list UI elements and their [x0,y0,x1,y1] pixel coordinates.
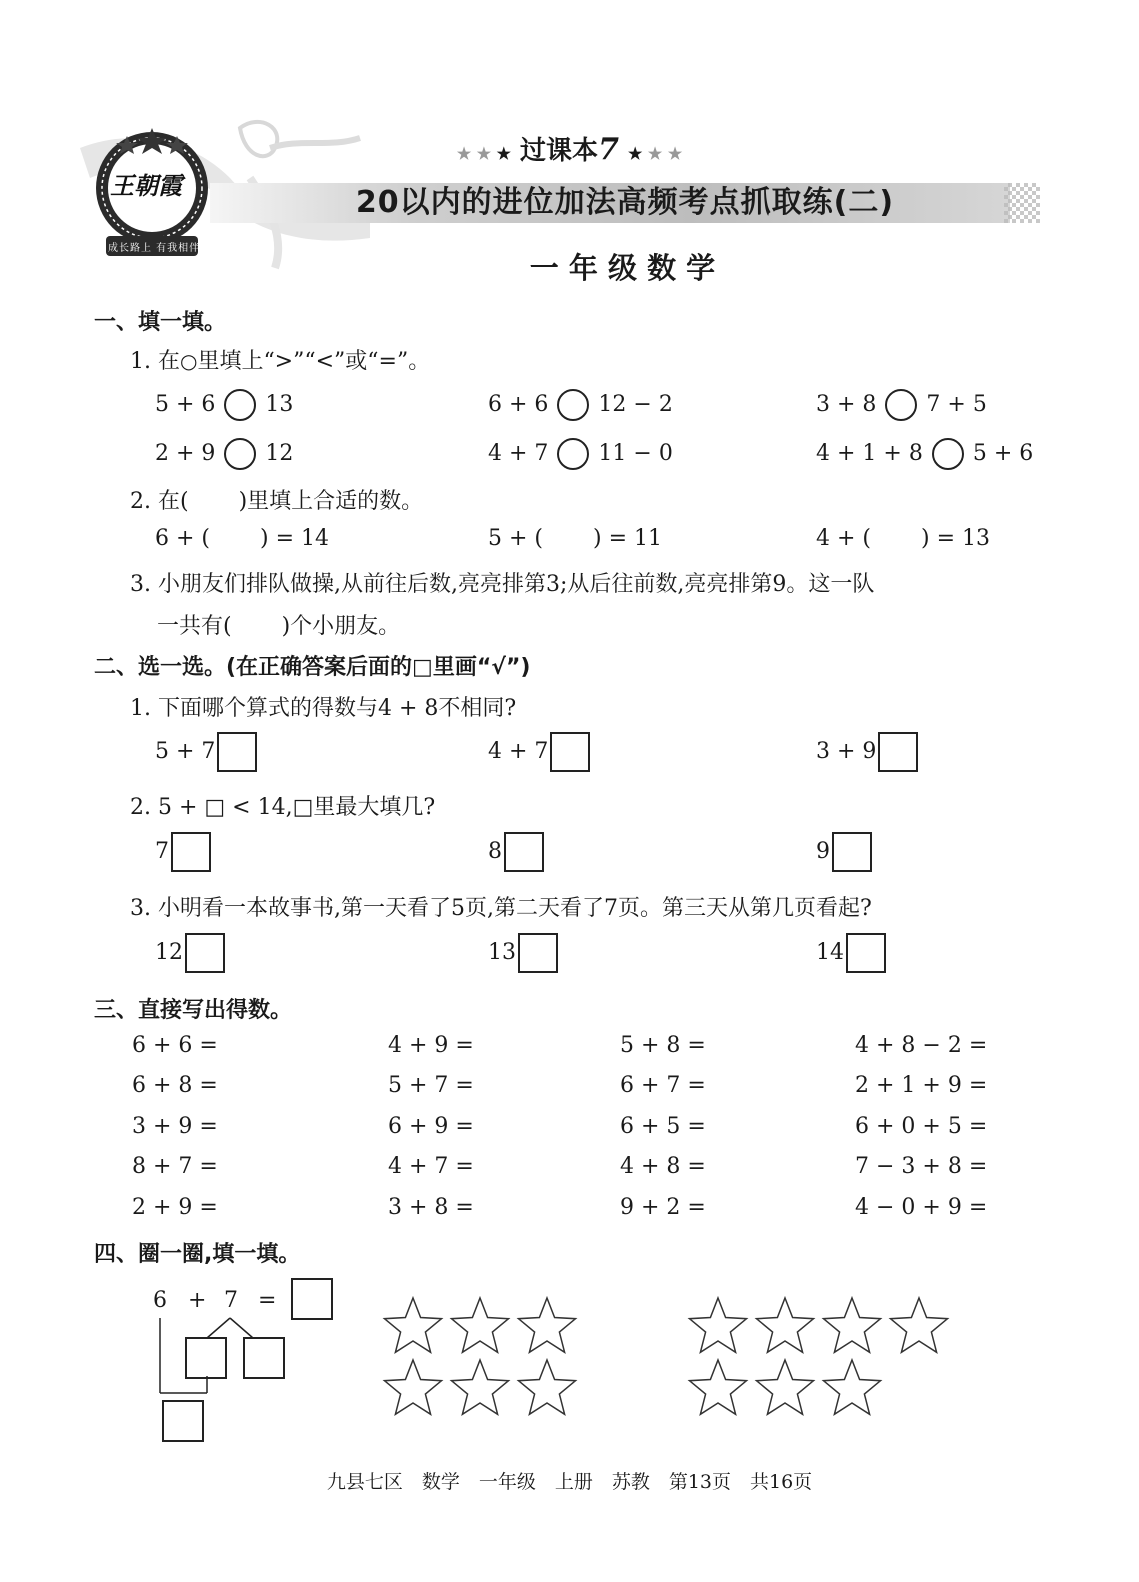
option: 5 + 7 [155,732,257,772]
answer-circle[interactable] [885,389,917,421]
page-subtitle: 一 年 级 数 学 [529,251,716,285]
split-eq-eq: = [258,1288,277,1313]
star-icon[interactable] [452,1298,509,1352]
star-icon[interactable] [519,1360,576,1414]
stars-left-icon: ★ ★ [456,144,497,163]
check-box[interactable] [878,732,918,772]
option: 3 + 9 [816,732,918,772]
section-4-heading: 四、圈一圈,填一填。 [94,1242,301,1267]
compare-item: 5 + 6 13 [155,389,293,421]
equation[interactable]: 6 + 5 = [620,1114,706,1139]
equation[interactable]: 5 + 8 = [620,1033,706,1058]
series-line: ★ ★ ★ 过课本7 ★ ★ ★ [456,132,683,167]
equation[interactable]: 4 + 8 − 2 = [855,1033,988,1058]
star-icon[interactable] [385,1298,442,1352]
equation[interactable]: 6 + 6 = [132,1033,218,1058]
option: 13 [488,933,558,973]
s1-q3-line2: 一共有( )个小朋友。 [157,614,401,639]
answer-circle[interactable] [932,438,964,470]
check-box[interactable] [518,933,558,973]
s2-q3-prompt: 3. 小明看一本故事书,第一天看了5页,第二天看了7页。第三天从第几页看起? [130,896,872,921]
stars-right-icon: ★ ★ [642,144,683,163]
star-icon[interactable] [891,1298,948,1352]
equation[interactable]: 7 − 3 + 8 = [855,1154,988,1179]
check-box[interactable] [185,933,225,973]
sum-box[interactable] [162,1400,204,1442]
logo-slogan: 成长路上 有我相伴 [108,243,201,254]
fill-item: 5 + ( ) = 11 [488,526,662,551]
split-box[interactable] [243,1337,285,1379]
split-eq-a: 6 [153,1288,167,1313]
option: 12 [155,933,225,973]
section-1-heading: 一、填一填。 [94,310,227,335]
star-icon[interactable] [385,1360,442,1414]
equation[interactable]: 3 + 8 = [388,1195,474,1220]
check-box[interactable] [217,732,257,772]
equation[interactable]: 4 − 0 + 9 = [855,1195,988,1220]
equation[interactable]: 2 + 9 = [132,1195,218,1220]
split-eq-b: 7 [224,1288,238,1313]
answer-circle[interactable] [224,438,256,470]
s1-q2-prompt: 2. 在( )里填上合适的数。 [130,489,424,514]
page-footer: 九县七区 数学 一年级 上册 苏教 第13页 共16页 [326,1471,813,1493]
equation[interactable]: 8 + 7 = [132,1154,218,1179]
s1-q1-prompt: 1. 在○里填上“>”“<”或“=”。 [130,349,431,374]
check-box[interactable] [550,732,590,772]
equation[interactable]: 4 + 9 = [388,1033,474,1058]
equation[interactable]: 6 + 8 = [132,1073,218,1098]
equation[interactable]: 4 + 7 = [388,1154,474,1179]
option: 7 [155,832,211,872]
star-icon[interactable] [757,1298,814,1352]
section-2-heading: 二、选一选。(在正确答案后面的□里画“√”) [94,655,531,680]
equation[interactable]: 2 + 1 + 9 = [855,1073,988,1098]
compare-item: 4 + 1 + 8 5 + 6 [816,438,1033,470]
check-box[interactable] [504,832,544,872]
s2-q2-prompt: 2. 5 + □ < 14,□里最大填几? [130,795,436,820]
fill-item: 4 + ( ) = 13 [816,526,990,551]
s2-q1-prompt: 1. 下面哪个算式的得数与4 + 8不相同? [130,696,517,721]
compare-item: 2 + 9 12 [155,438,293,470]
compare-item: 4 + 7 11 − 0 [488,438,673,470]
equation[interactable]: 6 + 0 + 5 = [855,1114,988,1139]
answer-circle[interactable] [557,438,589,470]
section-3-heading: 三、直接写出得数。 [94,998,293,1023]
star-icon[interactable] [757,1360,814,1414]
star-icon[interactable] [690,1360,747,1414]
star-icon[interactable] [824,1298,881,1352]
page-title: 20以内的进位加法高频考点抓取练(二) [355,185,895,220]
split-box[interactable] [185,1337,227,1379]
check-box[interactable] [846,933,886,973]
option: 4 + 7 [488,732,590,772]
star-icon[interactable] [824,1360,881,1414]
check-box[interactable] [832,832,872,872]
equation[interactable]: 4 + 8 = [620,1154,706,1179]
circle-icon: ○ [179,349,198,373]
series-label: 过课本 [520,136,599,166]
compare-item: 3 + 8 7 + 5 [816,389,987,421]
star-icon[interactable] [452,1360,509,1414]
equation[interactable]: 6 + 7 = [620,1073,706,1098]
check-box[interactable] [171,832,211,872]
series-number: 7 [598,132,619,167]
star-groups [380,1295,960,1425]
s1-q3-line1: 3. 小朋友们排队做操,从前往后数,亮亮排第3;从后往前数,亮亮排第9。这一队 [130,572,875,597]
option: 8 [488,832,544,872]
option: 9 [816,832,872,872]
answer-circle[interactable] [224,389,256,421]
star-icon[interactable] [519,1298,576,1352]
answer-circle[interactable] [557,389,589,421]
equation[interactable]: 3 + 9 = [132,1114,218,1139]
star-icon[interactable] [690,1298,747,1352]
equation[interactable]: 5 + 7 = [388,1073,474,1098]
logo-text: 王朝霞 [110,172,182,200]
split-eq-op: + [188,1288,207,1313]
fill-item: 6 + ( ) = 14 [155,526,329,551]
equation[interactable]: 9 + 2 = [620,1195,706,1220]
equation[interactable]: 6 + 9 = [388,1114,474,1139]
compare-item: 6 + 6 12 − 2 [488,389,673,421]
option: 14 [816,933,886,973]
